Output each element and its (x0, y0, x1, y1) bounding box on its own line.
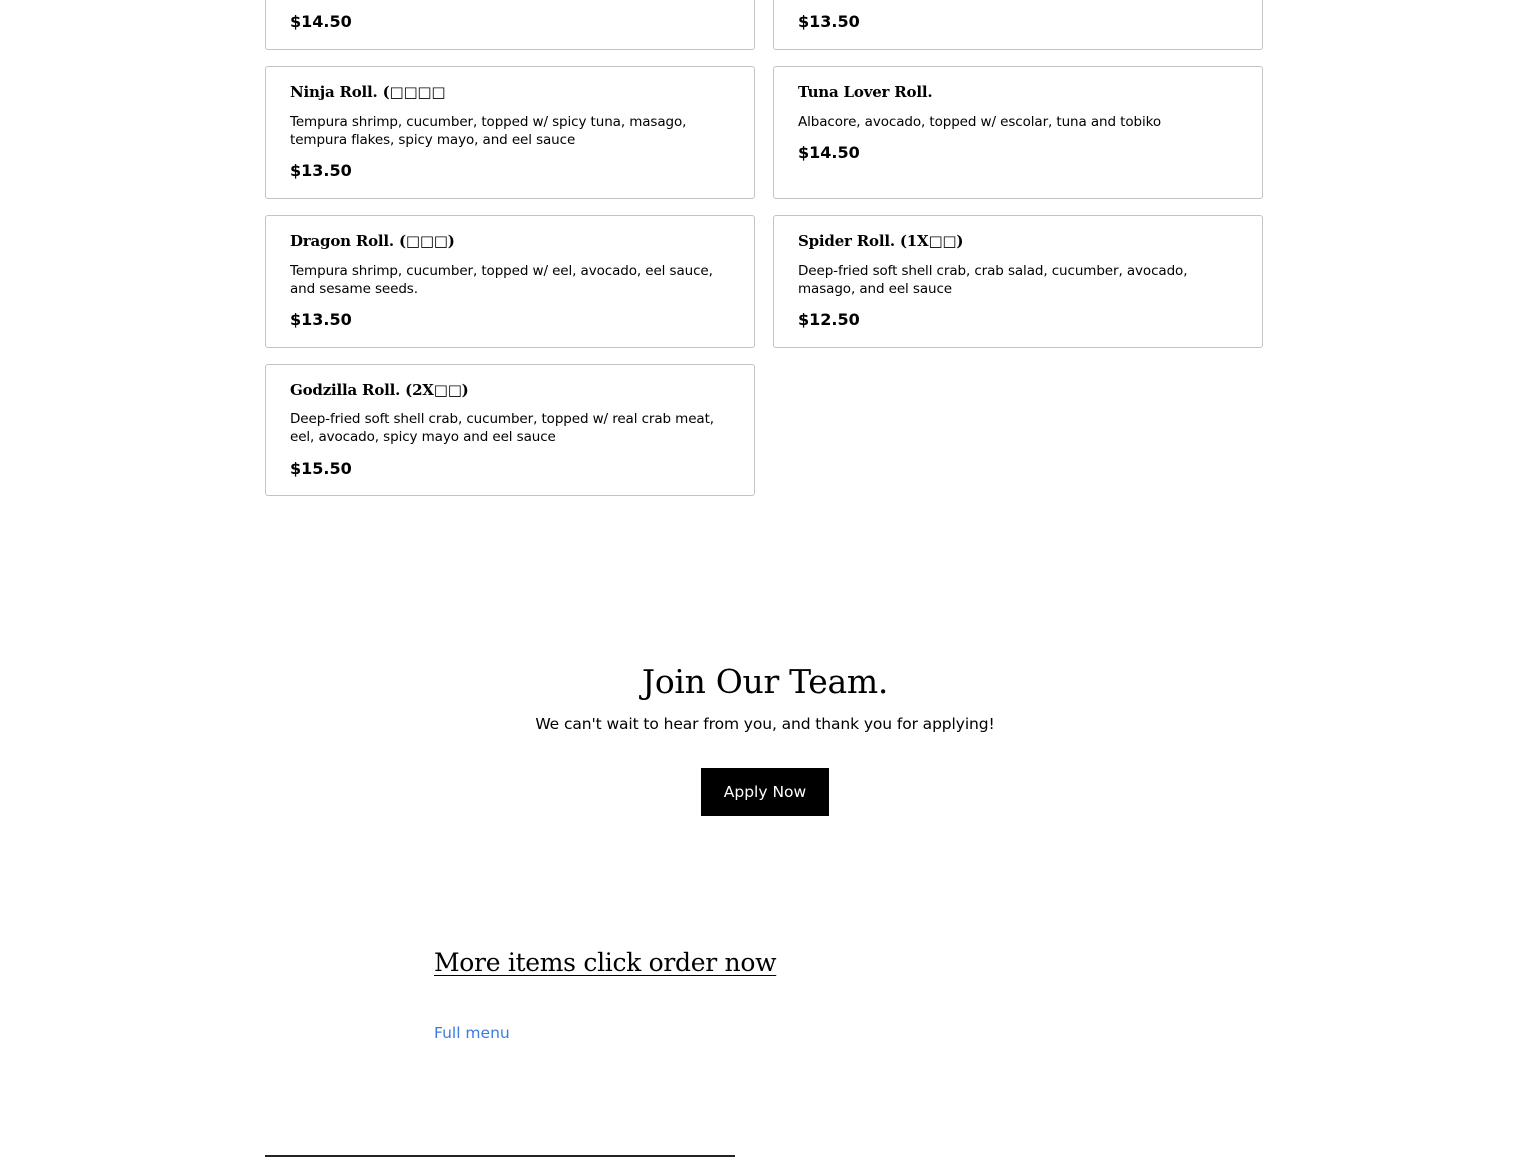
more-items-link[interactable]: More items click order now (434, 948, 777, 977)
menu-item-card[interactable] (265, 66, 755, 199)
menu-item-price: $14.50 (798, 143, 860, 162)
menu-item-price: $13.50 (290, 161, 352, 180)
menu-item-card[interactable] (265, 0, 755, 50)
menu-item-description: Tempura shrimp, cucumber, topped w/ spicy tuna, masago, tempura flakes, spicy mayo, and eel sauce (290, 114, 687, 148)
menu-item-card[interactable] (265, 364, 755, 496)
menu-item-card[interactable] (773, 0, 1263, 50)
menu-item-name: Dragon Roll. (□□□) (290, 232, 455, 250)
menu-item-card[interactable] (773, 215, 1263, 348)
menu-item-name: Tuna Lover Roll. (798, 83, 933, 101)
menu-item-name: Godzilla Roll. (2X□□) (290, 381, 469, 399)
menu-item-price: $13.50 (290, 310, 352, 329)
join-team-subtitle: We can't wait to hear from you, and thank you for applying! (535, 715, 995, 733)
join-team-section (0, 660, 1530, 816)
menu-item-price: $13.50 (798, 12, 860, 31)
apply-now-button[interactable]: Apply Now (701, 768, 829, 816)
menu-item-price: $15.50 (290, 459, 352, 478)
menu-item-description: Albacore, avocado, topped w/ escolar, tuna and tobiko (798, 114, 1162, 130)
menu-item-price: $12.50 (798, 310, 860, 329)
menu-item-card[interactable] (773, 66, 1263, 199)
menu-item-description: Tempura shrimp, cucumber, topped w/ eel, avocado, eel sauce, and sesame seeds. (290, 263, 713, 297)
menu-item-description: Deep-fried soft shell crab, cucumber, topped w/ real crab meat, eel, avocado, spicy mayo and eel sauce (290, 411, 714, 445)
menu-item-card[interactable] (265, 215, 755, 348)
menu-item-name: Ninja Roll. (□□□□ (290, 83, 446, 101)
menu-item-name: Spider Roll. (1X□□) (798, 232, 964, 250)
menu-item-price: $14.50 (290, 12, 352, 31)
full-menu-link[interactable]: Full menu (434, 1024, 510, 1042)
menu-item-description: Deep-fried soft shell crab, crab salad, cucumber, avocado, masago, and eel sauce (798, 263, 1188, 297)
join-team-title: Join Our Team. (641, 662, 889, 701)
